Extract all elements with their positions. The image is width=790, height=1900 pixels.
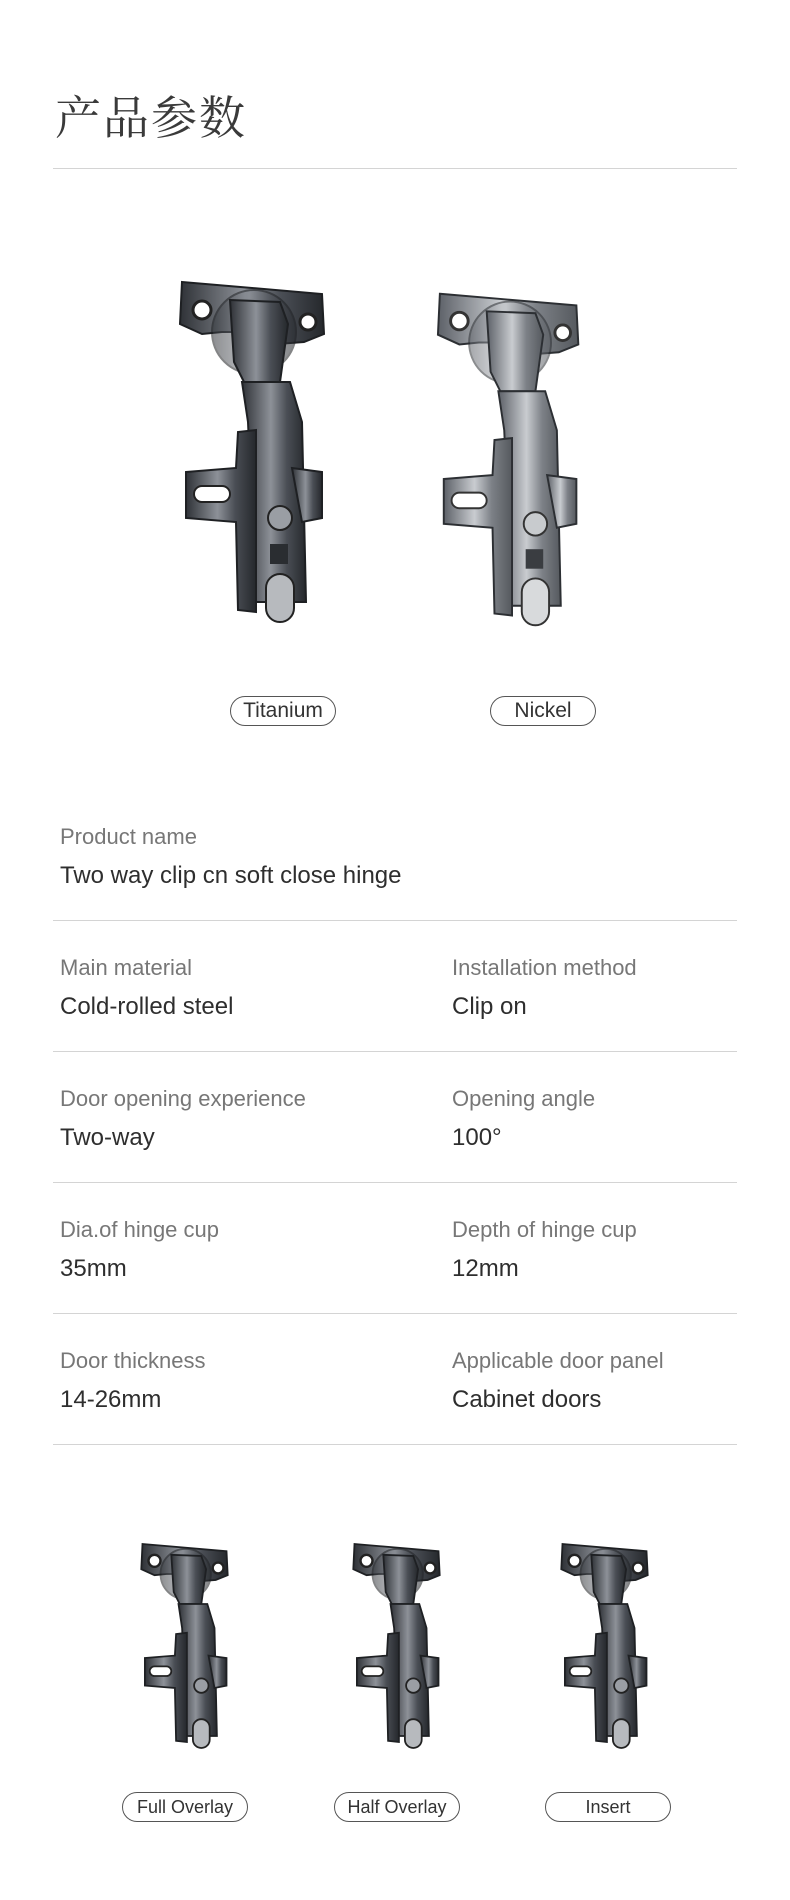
- divider: [53, 920, 737, 921]
- spec-label-cup-depth: Depth of hinge cup: [452, 1217, 637, 1242]
- overlay-insert-label: Insert: [545, 1792, 671, 1822]
- divider: [53, 168, 737, 169]
- spec-value-installation-method: Clip on: [452, 993, 527, 1020]
- spec-label-door-opening: Door opening experience: [60, 1086, 306, 1111]
- spec-label-door-panel: Applicable door panel: [452, 1348, 664, 1373]
- half-overlay-hinge-image: [342, 1538, 457, 1778]
- spec-label-door-thickness: Door thickness: [60, 1348, 206, 1373]
- spec-value-cup-dia: 35mm: [60, 1255, 127, 1282]
- spec-value-opening-angle: 100°: [452, 1124, 502, 1151]
- spec-label-main-material: Main material: [60, 955, 193, 980]
- full-overlay-hinge-image: [130, 1538, 245, 1778]
- spec-value-product-name: Two way clip cn soft close hinge: [60, 862, 402, 889]
- finish-nickel-label: Nickel: [490, 696, 596, 726]
- spec-value-door-panel: Cabinet doors: [452, 1386, 602, 1413]
- page-title: 产品参数: [55, 92, 247, 144]
- spec-label-product-name: Product name: [60, 824, 197, 849]
- spec-value-door-thickness: 14-26mm: [60, 1386, 162, 1413]
- divider: [53, 1313, 737, 1314]
- divider: [53, 1051, 737, 1052]
- divider: [53, 1182, 737, 1183]
- divider: [53, 1444, 737, 1445]
- nickel-hinge-image: [428, 284, 598, 674]
- spec-label-opening-angle: Opening angle: [452, 1086, 596, 1111]
- insert-hinge-image: [550, 1538, 665, 1778]
- spec-label-cup-dia: Dia.of hinge cup: [60, 1217, 219, 1242]
- overlay-half-label: Half Overlay: [334, 1792, 460, 1822]
- overlay-full-label: Full Overlay: [122, 1792, 248, 1822]
- spec-value-cup-depth: 12mm: [452, 1255, 519, 1282]
- spec-label-installation-method: Installation method: [452, 955, 637, 980]
- spec-value-door-opening: Two-way: [60, 1124, 155, 1151]
- titanium-hinge-image: [172, 272, 342, 672]
- spec-value-main-material: Cold-rolled steel: [60, 993, 234, 1020]
- finish-titanium-label: Titanium: [230, 696, 336, 726]
